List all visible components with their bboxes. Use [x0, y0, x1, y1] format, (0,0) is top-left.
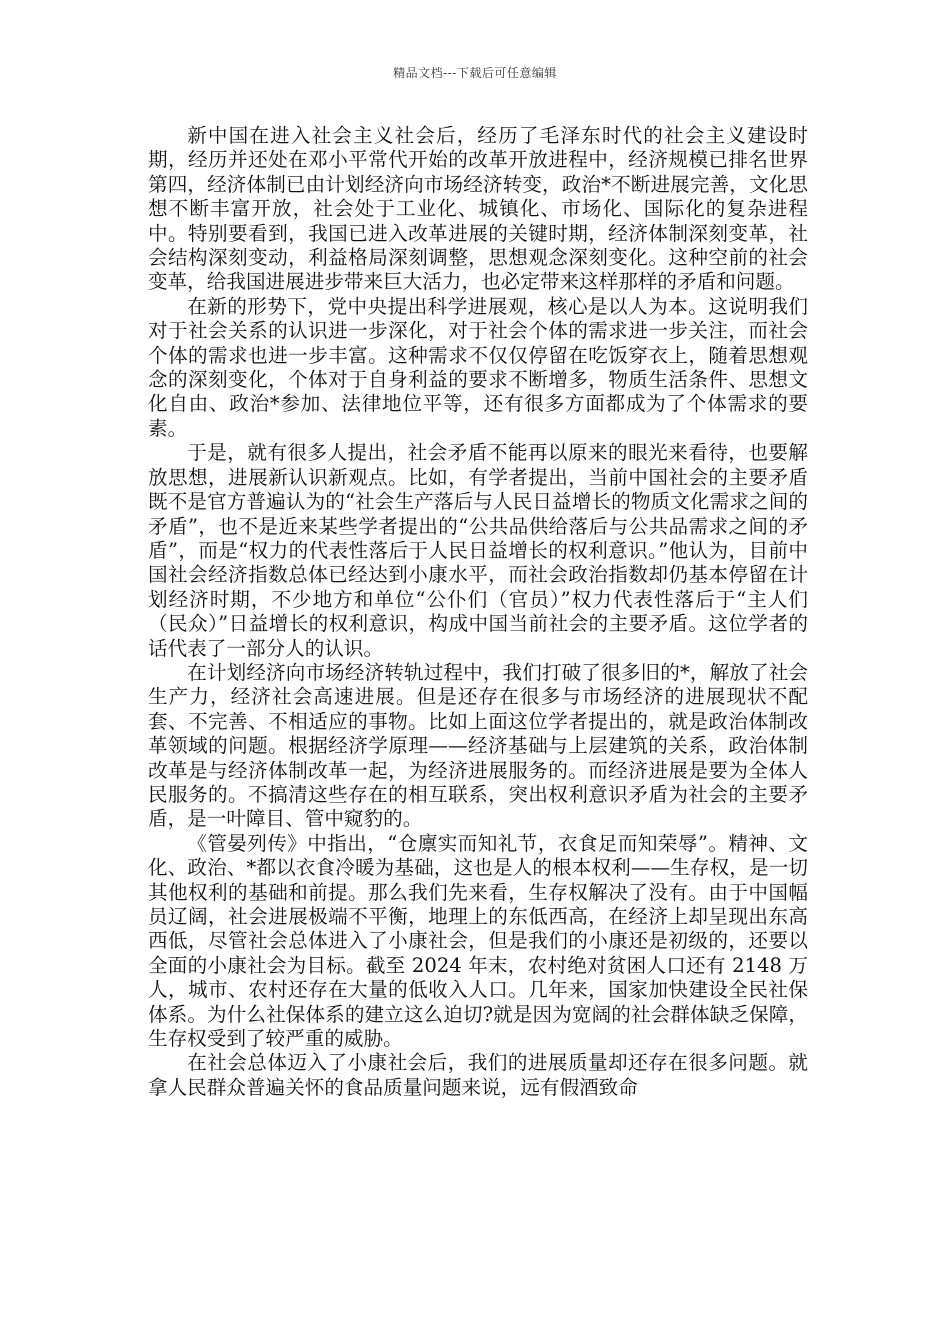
paragraph: 在计划经济向市场经济转轨过程中，我们打破了很多旧的*，解放了社会生产力，经济社会高速进展。但是还存在很多与市场经济的进展现状不配套、不完善、不相适应的事物。比如上面这位学者提出的，就是政治体制改革领域的问题。根据经济学原理——经济基础与上层建筑的关系，政治体制改革是与经济体制改革一起，为经济进展服务的。而经济进展是要为全体人民服务的。不搞清这些存在的相互联系，突出权利意识矛盾为社会的主要矛盾，是一叶障目、管中窥豹的。	[148, 660, 808, 831]
paragraph: 在新的形势下，党中央提出科学进展观，核心是以人为本。这说明我们对于社会关系的认识进一步深化，对于社会个体的需求进一步关注，而社会个体的需求也进一步丰富。这种需求不仅仅停留在吃饭穿衣上，随着思想观念的深刻变化，个体对于自身利益的要求不断增多，物质生活条件、思想文化自由、政治*参加、法律地位平等，还有很多方面都成为了个体需求的要素。	[148, 294, 808, 440]
paragraph: 《管晏列传》中指出，“仓廪实而知礼节，衣食足而知荣辱”。精神、文化、政治、*都以衣食冷暖为基础，这也是人的根本权利——生存权，是一切其他权利的基础和前提。那么我们先来看，生存权解决了没有。由于中国幅员辽阔，社会进展极端不平衡，地理上的东低西高，在经济上却呈现出东高西低，尽管社会总体进入了小康社会，但是我们的小康还是初级的，还要以全面的小康社会为目标。截至 2024 年末，农村绝对贫困人口还有 2148 万人，城市、农村还存在大量的低收入人口。几年来，国家加快建设全民社保体系。为什么社保体系的建立这么迫切?就是因为宽阔的社会群体缺乏保障，生存权受到了较严重的威胁。	[148, 831, 808, 1051]
page-header: 精品文档---下载后可任意编辑	[393, 66, 557, 80]
paragraph: 在社会总体迈入了小康社会后，我们的进展质量却还存在很多问题。就拿人民群众普遍关怀的食品质量问题来说，远有假酒致命	[148, 1051, 808, 1099]
paragraph: 新中国在进入社会主义社会后，经历了毛泽东时代的社会主义建设时期，经历并还处在邓小平常代开始的改革开放进程中，经济规模已排名世界第四，经济体制已由计划经济向市场经济转变，政治*不断进展完善，文化思想不断丰富开放，社会处于工业化、城镇化、市场化、国际化的复杂进程中。特别要看到，我国已进入改革进展的关键时期，经济体制深刻变革，社会结构深刻变动，利益格局深刻调整，思想观念深刻变化。这种空前的社会变革，给我国进展进步带来巨大活力，也必定带来这样那样的矛盾和问题。	[148, 124, 808, 294]
paragraph: 于是，就有很多人提出，社会矛盾不能再以原来的眼光来看待，也要解放思想，进展新认识新观点。比如，有学者提出，当前中国社会的主要矛盾既不是官方普遍认为的“社会生产落后与人民日益增长的物质文化需求之间的矛盾”，也不是近来某些学者提出的“公共品供给落后与公共品需求之间的矛盾”，而是“权力的代表性落后于人民日益增长的权利意识。”他认为，目前中国社会经济指数总体已经达到小康水平，而社会政治指数却仍基本停留在计划经济时期，不少地方和单位“公仆们（官员）”权力代表性落后于“主人们（民众）”日益增长的权利意识，构成中国当前社会的主要矛盾。这位学者的话代表了一部分人的认识。	[148, 441, 808, 660]
document-body	[148, 124, 808, 1100]
